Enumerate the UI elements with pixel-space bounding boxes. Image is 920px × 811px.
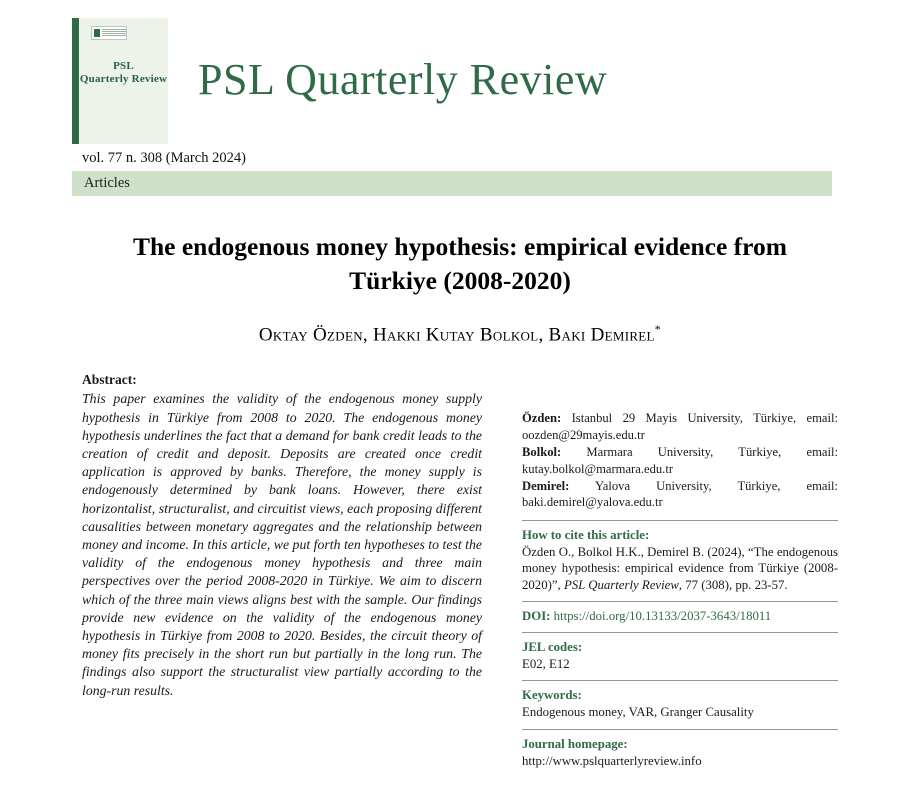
affiliations-block xyxy=(522,410,838,510)
journal-title: PSL Quarterly Review xyxy=(198,55,608,104)
divider xyxy=(522,680,838,681)
cover-title-line1: PSL xyxy=(113,60,134,72)
abstract-label: Abstract: xyxy=(82,372,137,388)
journal-homepage-link[interactable]: http://www.pslquarterlyreview.info xyxy=(522,753,702,768)
masthead xyxy=(0,0,920,132)
divider xyxy=(522,520,838,521)
affiliation-name: Bolkol: xyxy=(522,445,562,460)
metadata-column xyxy=(522,372,838,776)
cite-text-pre: Özden O., Bolkol H.K., Demirel B. (2024), “The endogenous money hypothesis: empirical evidence from Türkiye (2008-2020)”, xyxy=(522,544,838,592)
jel-codes-value: E02, E12 xyxy=(522,656,570,671)
doi-line xyxy=(522,609,838,624)
divider xyxy=(522,729,838,730)
publisher-logo-icon xyxy=(91,26,127,40)
how-to-cite-text xyxy=(522,544,838,593)
cite-journal-name: PSL Quarterly Review xyxy=(563,577,679,592)
divider xyxy=(522,632,838,633)
authors-names: Oktay Özden, Hakki Kutay Bolkol, Baki Demirel xyxy=(258,324,655,346)
cover-title-line2: Quarterly Review xyxy=(79,73,168,85)
affiliation-item xyxy=(522,410,838,443)
affiliation-detail: Istanbul 29 Mayis University, Türkiye, email: oozden@29mayis.edu.tr xyxy=(522,411,838,442)
abstract-column xyxy=(82,372,482,776)
article-title: The endogenous money hypothesis: empirical evidence from Türkiye (2008-2020) xyxy=(132,232,787,295)
issue-line: vol. 77 n. 308 (March 2024) xyxy=(82,150,246,166)
affiliation-name: Özden: xyxy=(522,411,562,426)
journal-cover-thumbnail xyxy=(72,18,168,144)
affiliation-name: Demirel: xyxy=(522,478,570,493)
how-to-cite-label: How to cite this article: xyxy=(522,527,650,542)
keywords-label: Keywords: xyxy=(522,688,582,703)
cover-title xyxy=(79,60,168,86)
author-footnote-marker: * xyxy=(654,322,662,336)
section-label: Articles xyxy=(84,175,130,191)
divider xyxy=(522,601,838,602)
keywords-value: Endogenous money, VAR, Granger Causality xyxy=(522,705,754,720)
affiliation-detail: Marmara University, Türkiye, email: kutay.bolkol@marmara.edu.tr xyxy=(522,445,838,476)
journal-homepage-value xyxy=(522,753,838,769)
doi-label: DOI: xyxy=(522,608,551,623)
content-columns xyxy=(0,372,920,776)
jel-codes-label: JEL codes: xyxy=(522,639,583,654)
affiliation-item xyxy=(522,478,838,511)
doi-link[interactable]: https://doi.org/10.13133/2037-3643/18011 xyxy=(553,608,772,623)
cite-text-post: , 77 (308), pp. 23-57. xyxy=(678,577,788,592)
journal-homepage-label: Journal homepage: xyxy=(522,736,628,751)
article-authors xyxy=(90,322,830,346)
affiliation-detail: Yalova University, Türkiye, email: baki.demirel@yalova.edu.tr xyxy=(522,478,838,510)
affiliation-item xyxy=(522,444,838,477)
section-band xyxy=(72,171,832,196)
abstract-text: This paper examines the validity of the endogenous money supply hypothesis in Türkiye from 2008 to 2020. The endogenous money hypothesis underlines the fact that a demand for bank credit leads to the creation of credit and deposit. Deposits are created once credit application is approved by banks. Therefore, the money supply is endogenously determined by bank loans. However, there exist horizontalist, structuralist, and circuitist views, each proposing different causalities between monetary aggregates and the relationship between money and income. In this article, we put forth ten hypotheses to test the validity of the endogenous money hypothesis and three main perspectives over the period 2008-2020 in Türkiye. We aim to discern which of the three main views aligns best with the sample. Our findings provide new evidence on the validity of the endogenous money hypothesis in Türkiye from 2008 to 2020. Besides, the circuit theory of money fits precisely in the short run but partially in the long run. The findings also support the structuralist view partially according to the long-run results. xyxy=(82,391,482,698)
